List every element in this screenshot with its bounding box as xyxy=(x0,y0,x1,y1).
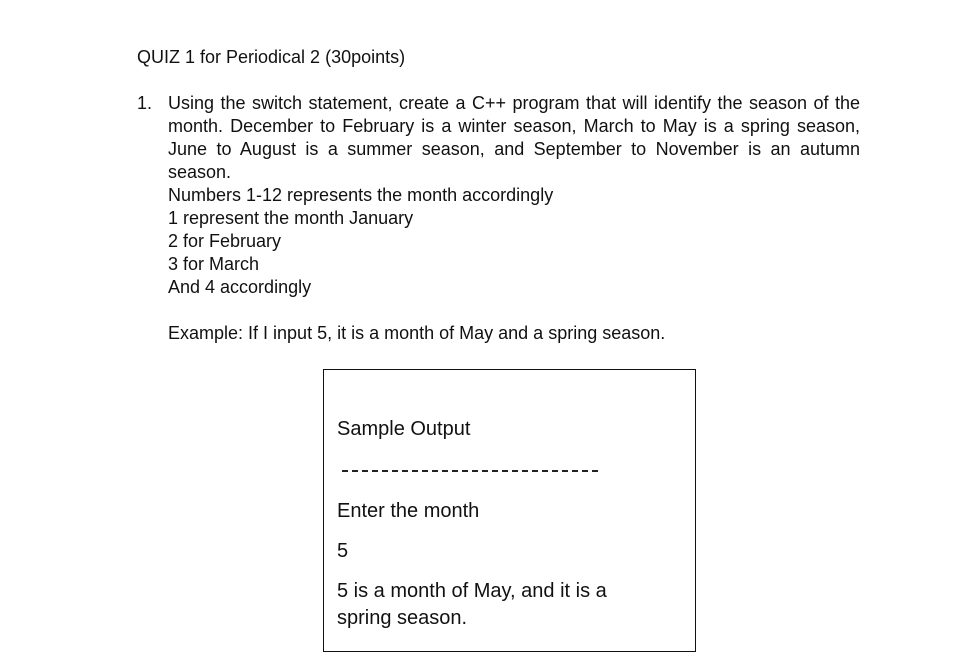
item-number: 1. xyxy=(137,93,153,113)
quiz-title: QUIZ 1 for Periodical 2 (30points) xyxy=(137,47,406,67)
sample-output-heading: Sample Output xyxy=(337,418,471,440)
sample-output-result: 5 is a month of May, and it is a spring season. xyxy=(337,580,607,629)
sample-output-prompt: Enter the month xyxy=(337,500,480,522)
instruction-line-accordingly: And 4 accordingly xyxy=(168,277,312,297)
instruction-line-months: Numbers 1-12 represents the month accordingly xyxy=(168,185,554,205)
instruction-line-january: 1 represent the month January xyxy=(168,208,414,228)
instruction-line-march: 3 for March xyxy=(168,254,260,274)
question-paragraph: Using the switch statement, create a C++ program that will identify the season of the month. December to February is a winter season, March to May is a spring season, June to August is a summer season, and September to November is an autumn season. xyxy=(168,93,860,182)
sample-output-input: 5 xyxy=(337,540,349,562)
example-text: Example: If I input 5, it is a month of May and a spring season. xyxy=(168,323,666,343)
dashed-divider xyxy=(342,470,598,472)
instruction-line-february: 2 for February xyxy=(168,231,282,251)
sample-output-box xyxy=(323,369,696,652)
